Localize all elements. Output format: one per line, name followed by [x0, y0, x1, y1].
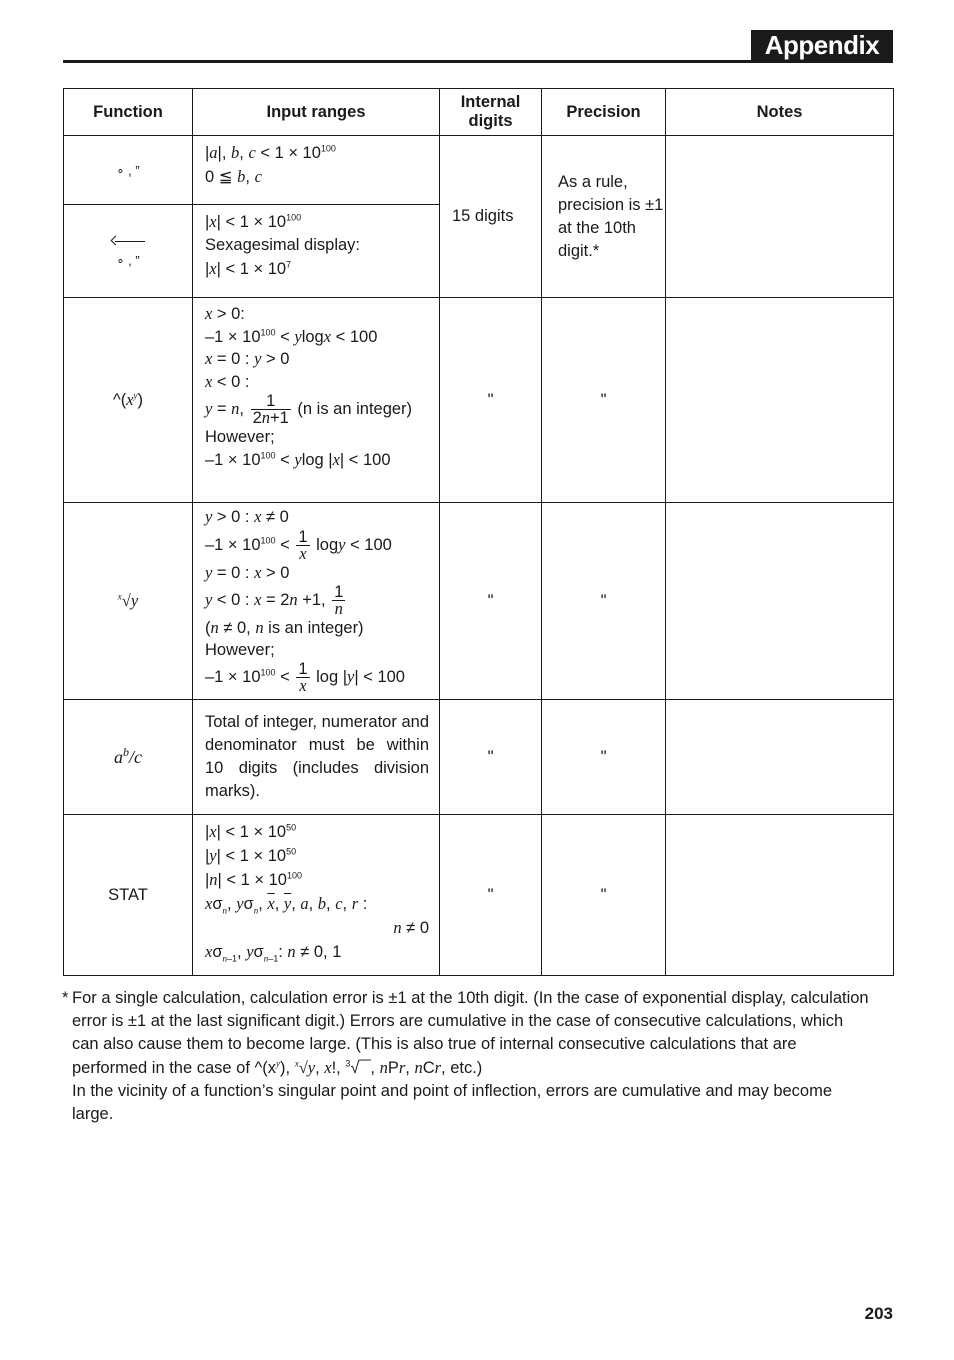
table-row: [64, 298, 894, 503]
notes-dms: [666, 136, 894, 298]
internal-digits-root: ": [440, 503, 542, 700]
internal-digits-fraction: ": [440, 700, 542, 815]
function-stat: STAT: [64, 815, 193, 976]
internal-digits-stat: ": [440, 815, 542, 976]
precision-dms: As a rule, precision is ±1 at the 10th digit.*: [542, 136, 666, 298]
footnote-marker: *: [62, 989, 69, 1007]
header-notes: Notes: [666, 89, 894, 136]
function-ranges-table: [63, 88, 894, 976]
arrow-left-icon: [111, 236, 145, 246]
notes-fraction: [666, 700, 894, 815]
precision-root: ": [542, 503, 666, 700]
input-range-fraction: Total of integer, numerator and denominator must be within 10 digits (includes division marks).: [193, 700, 440, 815]
table-header-row: [64, 89, 894, 136]
header-function: Function: [64, 89, 193, 136]
page-number: 203: [864, 1304, 893, 1323]
precision-stat: ": [542, 815, 666, 976]
input-range-dms-inverse: $|x| < 1 \times 10^{100}$ Sexagesimal display: $|x| < 1 \times 10^7$: [193, 205, 440, 298]
section-title: Appendix: [751, 30, 893, 63]
footnote-text-1: For a single calculation, calculation error is ±1 at the 10th digit. (In the case of exponential display, calculation error is ±1 at the last significant digit.) Errors are cumulative in the case of consecutive calculations, which can also cause them to become large. (This is also true of internal consecutive calculations that are performed in the case of ^(x: [72, 989, 869, 1077]
table-row: [64, 503, 894, 700]
input-range-root: y > 0 : x ≠ 0 $-1 \times 10^{100}$ < $\frac{1}{x}$ logy < 100 y = 0 : x > 0 y < 0 : x = 2n +1, $\frac{1}{n}$ (n ≠ 0, n is an integer) However; $-1 \times 10^{100}$ < $\frac{1}{x}$ log |y| < 100: [193, 503, 440, 700]
footnote: * For a single calculation, calculation error is ±1 at the 10th digit. (In the case of exponential display, calculation error is ±1 at the last significant digit.) Errors are cumulative in the case of consecutive calculations, which can also cause them to become large. (This is also true of internal consecutive calculations that are performed in the case of $\^{}(x^y)$, $^x$√y, x!, $^3$√‾‾, nPr, nCr, etc.) In the vicinity of a function’s singular point and point of inflection, errors are cumulative and may become large.: [62, 989, 869, 1123]
header-input-ranges: Input ranges: [193, 89, 440, 136]
function-root: $^x$√y: [64, 503, 193, 700]
table-row: [64, 815, 894, 976]
function-dms-inverse: ∘ , ”: [64, 205, 193, 298]
precision-fraction: ": [542, 700, 666, 815]
input-range-power: x > 0: $-1 \times 10^{100} < ylogx < 100$ x = 0 : y > 0 x < 0 : y = n, $\frac{1}{2n+1}$ (n is an integer) However; $-1 \times 10^{100} < ylog$ |x| < 100: [193, 298, 440, 503]
precision-power: ": [542, 298, 666, 503]
footnote-text-2: In the vicinity of a function’s singular point and point of inflection, errors are cumulative and may become large.: [72, 1082, 833, 1123]
header-internal-digits: Internal digits: [440, 89, 542, 136]
function-power: $\^{}(x^y)$: [64, 298, 193, 503]
internal-digits-dms: 15 digits: [440, 136, 542, 298]
internal-digits-power: ": [440, 298, 542, 503]
notes-stat: [666, 815, 894, 976]
header-precision: Precision: [542, 89, 666, 136]
function-fraction: $a^b/c$: [64, 700, 193, 815]
input-range-dms: |a|, b, $c < 1 \times 10^{100}$ 0 ≦ b, c: [193, 136, 440, 205]
notes-power: [666, 298, 894, 503]
function-dms: ∘ , ”: [64, 136, 193, 205]
input-range-stat: $|x| < 1 \times 10^{50}$ $|y| < 1 \times 10^{50}$ $|n| < 1 \times 10^{100}$ $x\sigma_n$, $y\sigma_n$, $\overline{x}$, $\overline{y}$, a, b, c, r : n ≠ 0 $x\sigma_{n-1}$, $y\sigma_{n-1}$: n ≠ 0, 1: [193, 815, 440, 976]
notes-root: [666, 503, 894, 700]
table-row: [64, 700, 894, 815]
table-row: [64, 136, 894, 205]
